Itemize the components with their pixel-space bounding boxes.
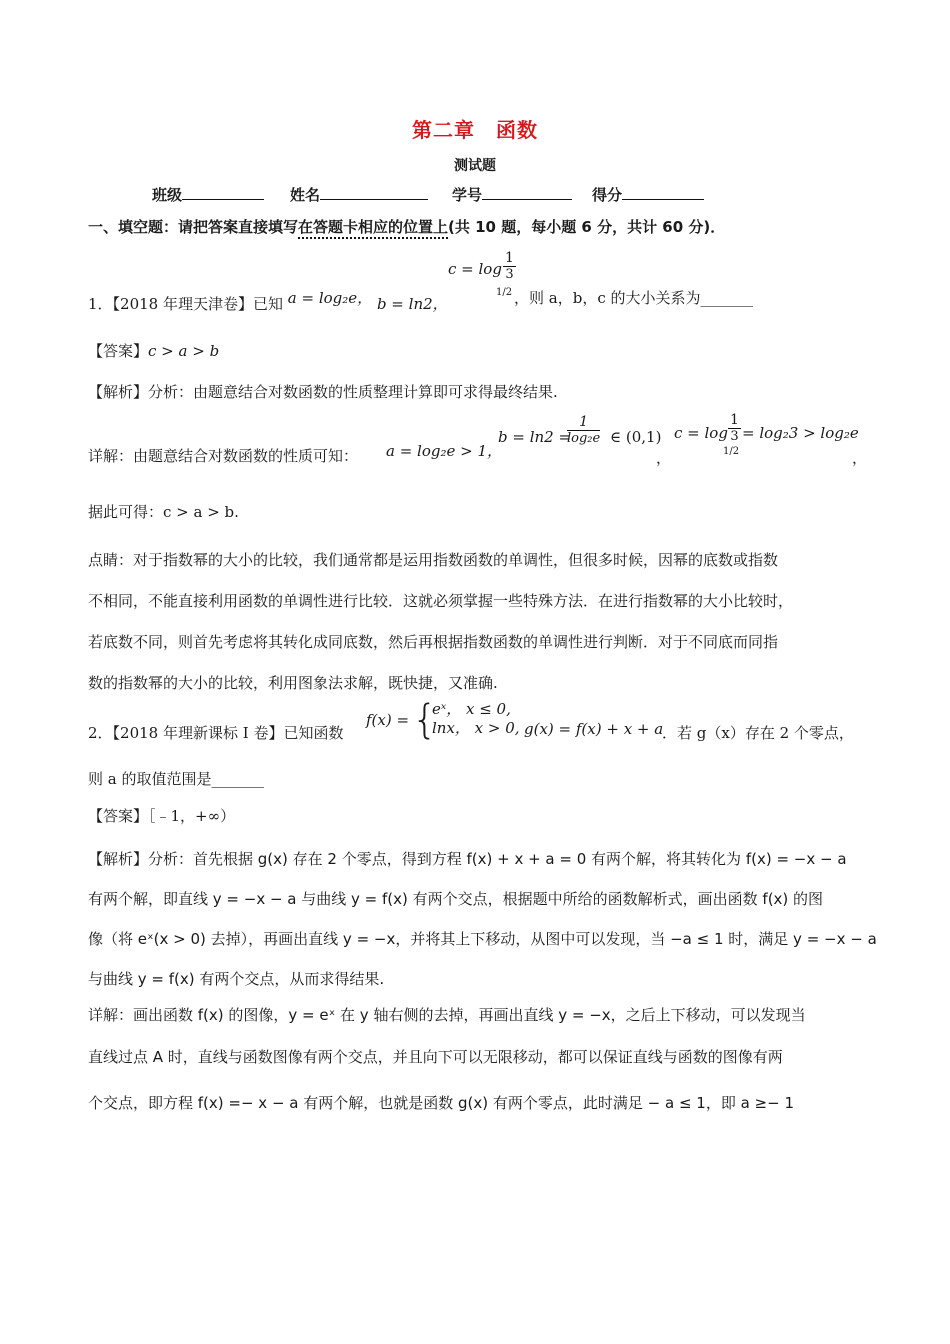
analysis-line: 与曲线 y = f(x) 有两个交点，从而求得结果.	[88, 970, 385, 988]
class-field	[152, 184, 264, 205]
note-line: 不相同，不能直接利用函数的单调性进行比较．这就必须掌握一些特殊方法．在进行指数幂的大小比较时，	[88, 592, 794, 610]
q1-note	[88, 540, 793, 704]
q1-analysis: 【解析】分析：由题意结合对数函数的性质整理计算即可求得最终结果.	[88, 383, 558, 401]
q1-c-base: 1/2	[496, 287, 513, 298]
q2-fx: f(x) =	[366, 711, 410, 729]
name-blank	[320, 185, 428, 200]
q2-detail	[88, 994, 806, 1124]
q1-detail-b-left: b = ln2 =	[498, 428, 572, 446]
note-line: 若底数不同，则首先考虑将其转化成同底数，然后再根据指数函数的单调性进行判断．对于不同底而同指	[88, 633, 779, 651]
q1-c-frac: $\frac{1}{3}$	[505, 250, 514, 282]
q1-detail-c-frac: $\frac{1}{3}$	[730, 412, 739, 444]
analysis-line: 【解析】分析：首先根据 g(x) 存在 2 个零点，得到方程 f(x) + x + a = 0 有两个解，将其转化为 f(x) = −x − a	[88, 850, 847, 868]
page-subtitle: 测试题	[454, 158, 496, 174]
page-title: 第二章 函数	[412, 118, 538, 142]
name-field	[290, 184, 428, 205]
q1-detail-c-base: 1/2	[723, 446, 740, 457]
id-label: 学号	[452, 186, 483, 204]
q2-answer: 【答案】［﹣1，+∞）	[88, 807, 236, 825]
q1-conclusion: 据此可得：c > a > b.	[88, 503, 239, 521]
class-blank	[182, 185, 264, 200]
q1-tail: ，则 a，b，c 的大小关系为_______	[514, 289, 753, 307]
class-label: 班级	[152, 186, 183, 204]
q1-detail-c: c = log	[674, 424, 728, 442]
q2-number: 2．【2018 年理新课标 I 卷】已知函数	[88, 724, 344, 742]
q1-detail-c-right: = log₂3 > log₂e	[742, 424, 859, 442]
name-label: 姓名	[290, 186, 321, 204]
q1-detail-a: a = log₂e > 1，	[386, 442, 503, 460]
q1-expr-b: b = ln2，	[376, 295, 448, 313]
q2-case-2: lnx， x > 0,	[432, 719, 520, 737]
q1-comma: ，	[656, 449, 672, 467]
id-field	[452, 184, 572, 205]
brace-icon: {	[412, 697, 438, 743]
dotted-emphasis: 在答题卡相应的位置上	[298, 218, 448, 239]
detail-line: 直线过点 A 时，直线与函数图像有两个交点，并且向下可以无限移动，都可以保证直线与函数的图像有两	[88, 1048, 783, 1066]
q1-answer: 【答案】c > a > b	[88, 342, 220, 360]
q2-tail: ．若 g（x）存在 2 个零点，	[662, 724, 854, 742]
q2-line2: 则 a 的取值范围是_______	[88, 770, 264, 788]
detail-line: 详解：画出函数 f(x) 的图像，y = eˣ 在 y 轴右侧的去掉，再画出直线 y = −x，之后上下移动，可以发现当	[88, 1006, 806, 1024]
q2-analysis	[88, 839, 877, 999]
q2-case-1: eˣ， x ≤ 0,	[432, 700, 511, 718]
q1-comma-2: ，	[852, 449, 868, 467]
score-label: 得分	[592, 186, 623, 204]
note-line: 数的指数幂的大小的比较，利用图象法求解，既快捷，又准确.	[88, 674, 498, 692]
q1-detail-b-frac: $\frac{1}{\text{log₂e}}$	[567, 414, 601, 446]
note-line: 点睛：对于指数幂的大小的比较，我们通常都是运用指数函数的单调性，但很多时候，因幂的底数或指数	[88, 551, 779, 569]
q1-detail-label: 详解：由题意结合对数函数的性质可知：	[88, 447, 359, 465]
q1-detail-b-right: ∈ (0,1)	[610, 428, 662, 446]
q1-stem: 1．【2018 年理天津卷】已知 a = log₂e， b = ln2，	[88, 289, 448, 313]
analysis-line: 有两个解，即直线 y = −x − a 与曲线 y = f(x) 有两个交点，根据题中所给的函数解析式，画出函数 f(x) 的图	[88, 890, 824, 908]
q1-expr-a: a = log₂e，	[287, 289, 373, 307]
id-blank	[482, 185, 572, 200]
section-heading: 一、填空题：请把答案直接填写在答题卡相应的位置上(共 10 题，每小题 6 分，共计 60 分)．	[88, 216, 725, 237]
q1-expr-c: c = log	[448, 260, 502, 278]
analysis-line: 像（将 eˣ(x > 0) 去掉），再画出直线 y = −x，并将其上下移动，从图中可以发现，当 −a ≤ 1 时，满足 y = −x − a	[88, 930, 877, 948]
q2-gx: g(x) = f(x) + x + a	[524, 720, 664, 738]
score-blank	[622, 185, 704, 200]
q2-cases	[432, 700, 520, 738]
detail-line: 个交点，即方程 f(x) =− x − a 有两个解，也就是函数 g(x) 有两个零点，此时满足 − a ≤ 1，即 a ≥− 1	[88, 1094, 795, 1112]
score-field	[592, 184, 704, 205]
